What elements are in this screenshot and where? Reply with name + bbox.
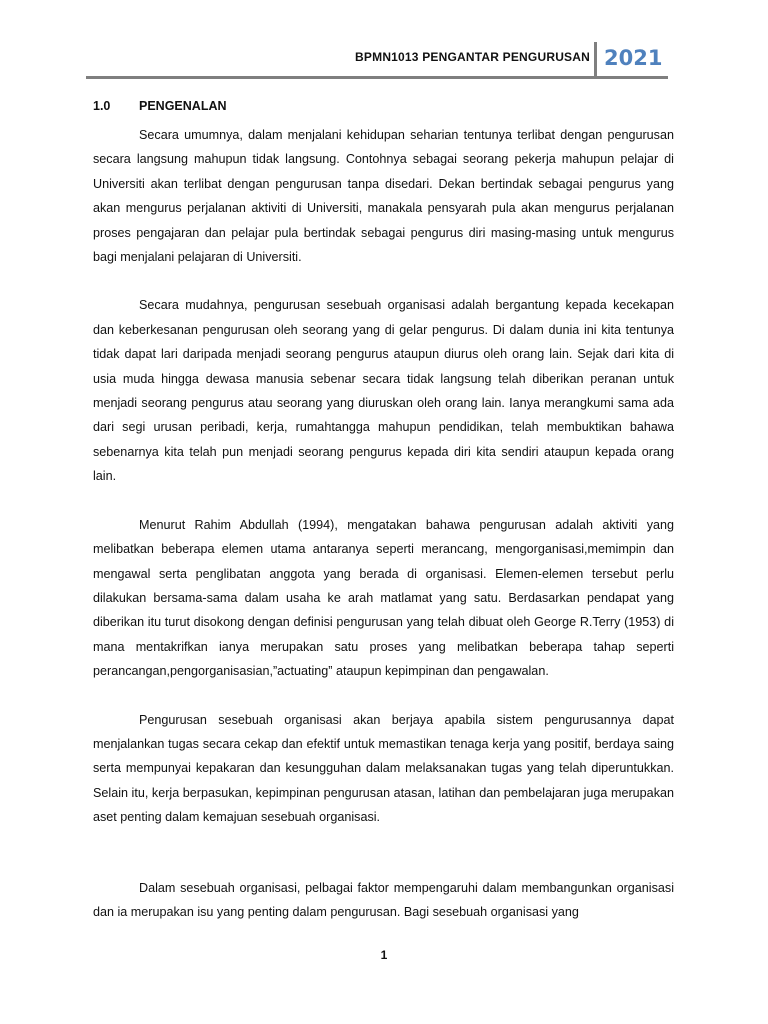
paragraph-3: Menurut Rahim Abdullah (1994), mengatakan bahawa pengurusan adalah aktiviti yang melibatkan beberapa elemen utama antaranya seperti merancang, mengorganisasi,memimpin dan mengawal serta penglibatan anggota yang berada di organisasi. Elemen-elemen tersebut perlu dilakukan bersama-sama dalam usaha ke arah matlamat yang satu. Berdasarkan pendapat yang diberikan itu turut disokong dengan definisi pengurusan yang telah dibuat oleh George R.Terry (1953) di mana mentakrifkan ianya merupakan satu proses yang melibatkan beberapa tahap seperti perancangan,pengorganisasian,”actuating” ataupun kepimpinan dan pengawalan. — [93, 517, 674, 679]
section-heading — [93, 97, 674, 115]
document-body — [93, 97, 674, 924]
paragraph-4: Pengurusan sesebuah organisasi akan berjaya apabila sistem pengurusannya dapat menjalankan tugas secara cekap dan efektif untuk memastikan tenaga kerja yang positif, berdaya saing serta mempunyai kepakaran dan kesungguhan dalam melaksanakan tugas yang telah diperuntukkan. Selain itu, kerja berpasukan, kepimpinan pengurusan atasan, latihan dan pembelajaran juga merupakan aset penting dalam kemajuan sesebuah organisasi. — [93, 712, 674, 825]
paragraph-5: Dalam sesebuah organisasi, pelbagai faktor mempengaruhi dalam membangunkan organisasi dan ia merupakan isu yang penting dalam pengurusan. Bagi sesebuah organisasi yang — [93, 880, 674, 919]
header-rule — [86, 76, 668, 79]
section-number: 1.0 — [93, 99, 111, 113]
paragraph-gap — [93, 830, 674, 876]
course-title: BPMN1013 PENGANTAR PENGURUSAN — [355, 50, 590, 64]
page-number: 1 — [380, 948, 388, 962]
paragraph-gap — [93, 489, 674, 513]
paragraph-1: Secara umumnya, dalam menjalani kehidupan seharian tentunya terlibat dengan pengurusan secara langsung mahupun tidak langsung. Contohnya sebagai seorang pekerja mahupun pelajar di Universiti akan terlibat dengan pengurusan tanpa disedari. Dekan bertindak sebagai pengurus yang akan mengurus perjalanan aktiviti di Universiti, manakala pensyarah pula akan mengurus perjalanan proses pengajaran dan pelajar pula bertindak sebagai pengurus diri masing-masing untuk mengurus bagi menjalani pelajaran di Universiti. — [93, 128, 674, 265]
header-year: 2021 — [604, 46, 663, 70]
paragraph-gap — [93, 684, 674, 708]
paragraph-gap — [93, 269, 674, 293]
page-header — [86, 40, 668, 78]
header-divider — [594, 42, 597, 78]
paragraph-2: Secara mudahnya, pengurusan sesebuah organisasi adalah bergantung kepada kecekapan dan keberkesanan pengurusan oleh seorang yang di gelar pengurus. Di dalam dunia ini kita tentunya tidak dapat lari daripada menjadi seorang pengurus ataupun diurus oleh orang lain. Sejak dari kita di usia muda hingga dewasa manusia sebenar secara tidak langsung telah diberikan peranan untuk menjadi seorang pengurus atau seorang yang diuruskan oleh orang lain. Ianya merangkumi sama ada dari segi urusan peribadi, kerja, rumahtangga mahupun pendidikan, telah membuktikan bahawa sebenarnya kita telah pun menjadi seorang pengurus kepada diri kita sendiri ataupun kepada orang lain. — [93, 298, 674, 484]
section-title: PENGENALAN — [139, 99, 227, 113]
